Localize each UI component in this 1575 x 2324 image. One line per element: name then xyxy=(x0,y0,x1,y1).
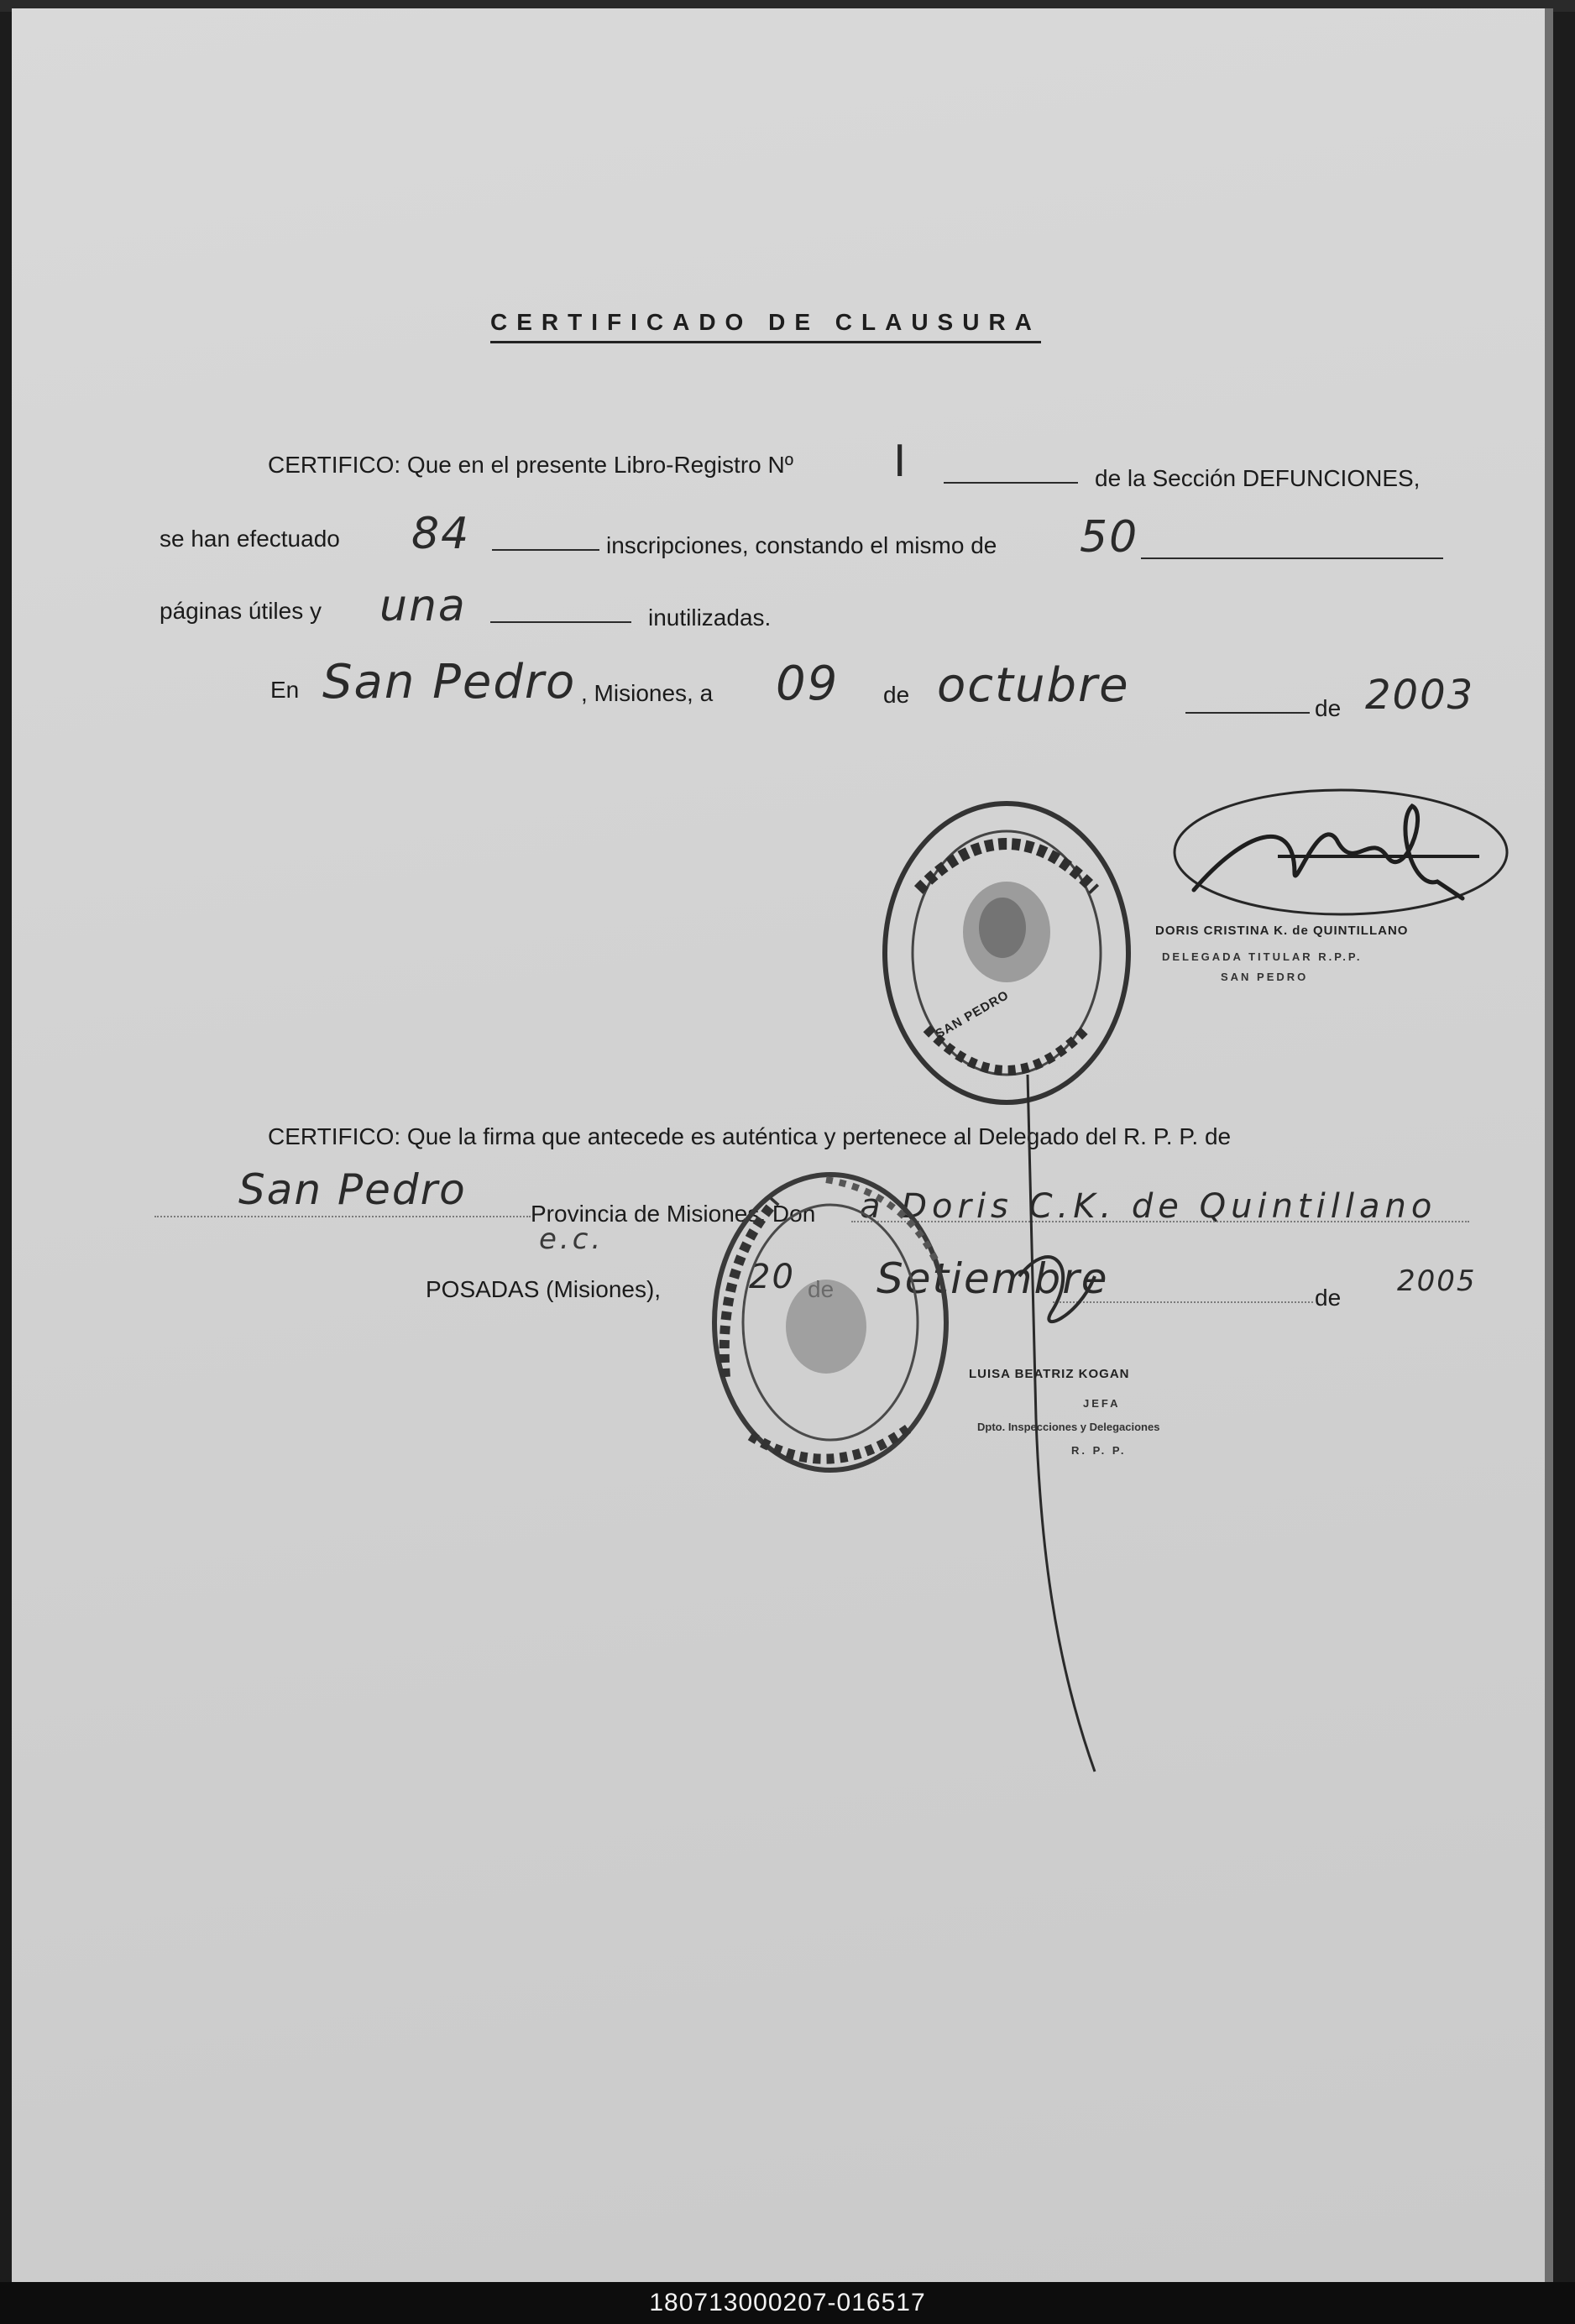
auth-day: 20 xyxy=(749,1258,795,1296)
blank-line xyxy=(1185,712,1310,714)
auth-delegate-name: a Doris C.K. de Quintillano xyxy=(860,1187,1437,1226)
inscriptions-label: se han efectuado xyxy=(160,526,340,552)
blank-line xyxy=(1141,557,1443,559)
place-province: , Misiones, a xyxy=(581,680,714,706)
auth-province: Provincia de Misiones, Don xyxy=(531,1201,816,1227)
authentication-intro: CERTIFICO: Que la firma que antecede es auténtica y pertenece al Delegado del R. P. P. de xyxy=(268,1123,1232,1149)
auth-place: San Pedro xyxy=(238,1165,467,1214)
blank-line xyxy=(944,482,1078,484)
signatory-2-name: LUISA BEATRIZ KOGAN xyxy=(969,1367,1130,1381)
date-month: octubre xyxy=(937,658,1130,713)
place-name: San Pedro xyxy=(322,655,577,709)
auth-city: POSADAS (Misiones), xyxy=(426,1276,662,1302)
voided-label: inutilizadas. xyxy=(648,605,772,631)
blank-line xyxy=(492,549,599,551)
pages-label: inscripciones, constando el mismo de xyxy=(606,532,997,558)
signatory-2-office: R. P. P. xyxy=(1071,1444,1127,1457)
useful-pages-label: páginas útiles y xyxy=(160,598,322,624)
signatory-1-name: DORIS CRISTINA K. de QUINTILLANO xyxy=(1155,924,1409,938)
stamp-center-text: SAN PEDRO xyxy=(933,987,1012,1042)
voided-count: una xyxy=(379,581,467,631)
auth-annotation: e.c. xyxy=(539,1222,604,1256)
dotted-line xyxy=(154,1216,531,1217)
signatory-2-role: JEFA xyxy=(1083,1397,1121,1410)
auth-month: Setiembre xyxy=(876,1254,1109,1303)
document-title: CERTIFICADO DE CLAUSURA xyxy=(490,309,1041,343)
closure-intro: CERTIFICO: Que en el presente Libro-Registro Nº xyxy=(268,452,793,478)
book-number: I xyxy=(893,437,908,487)
auth-year: 2005 xyxy=(1397,1264,1477,1298)
date-de: de xyxy=(883,682,910,708)
blank-line xyxy=(490,621,631,623)
signature-1 xyxy=(1160,764,1513,932)
direction-stamp xyxy=(700,1159,960,1486)
section-label: de la Sección DEFUNCIONES, xyxy=(1095,465,1421,491)
date-year: 2003 xyxy=(1365,672,1475,719)
signatory-1-office: SAN PEDRO xyxy=(1221,971,1309,983)
document-page xyxy=(12,8,1553,2282)
document-id: 180713000207-016517 xyxy=(649,2289,926,2316)
date-de: de xyxy=(1315,695,1342,721)
auth-de: de xyxy=(1315,1285,1342,1311)
inscriptions-count: 84 xyxy=(411,509,471,559)
date-day: 09 xyxy=(776,657,840,711)
pages-count: 50 xyxy=(1080,512,1139,563)
signatory-2-dept: Dpto. Inspecciones y Delegaciones xyxy=(977,1421,1160,1433)
signatory-1-role: DELEGADA TITULAR R.P.P. xyxy=(1162,950,1363,963)
place-prefix: En xyxy=(270,677,300,703)
document-id-footer xyxy=(0,2282,1575,2324)
